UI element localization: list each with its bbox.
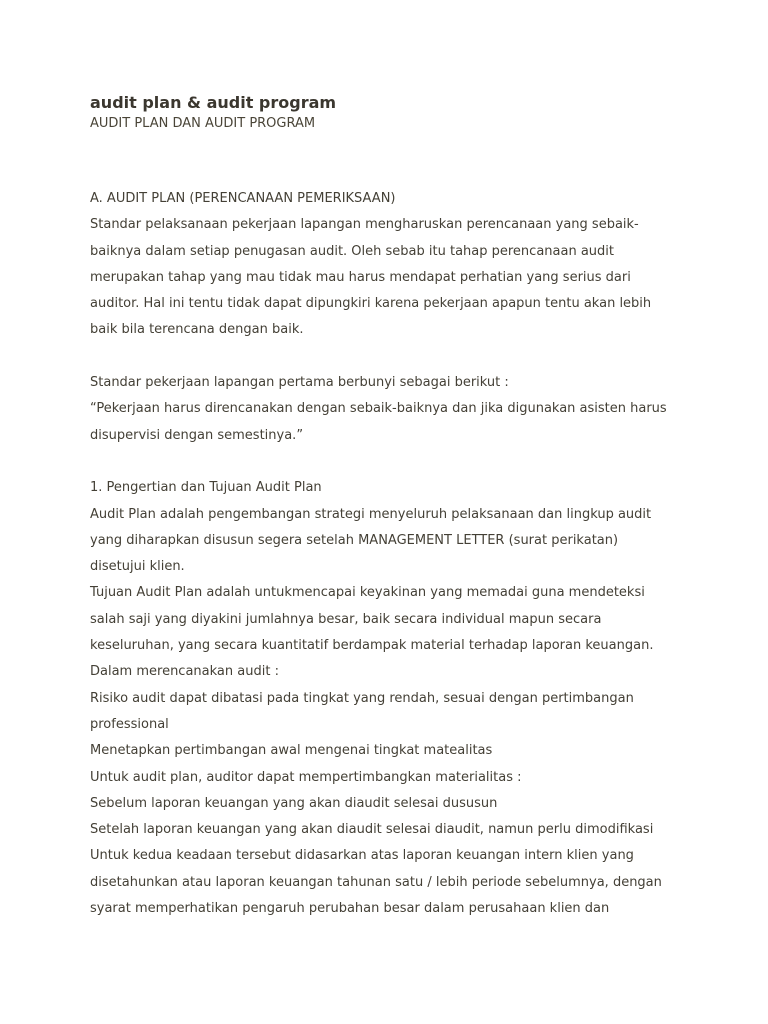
spacer (90, 134, 690, 186)
body-line: Dalam merencanakan audit : (90, 664, 279, 680)
paragraph-line: Standar pelaksanaan pekerjaan lapangan mengharuskan perencanaan yang sebaik- (90, 217, 639, 233)
body-line: Untuk audit plan, auditor dapat mempertimbangkan materialitas : (90, 769, 522, 785)
quote-line: “Pekerjaan harus direncanakan dengan sebaik-baiknya dan jika digunakan asisten harus (90, 401, 667, 417)
body-line: Tujuan Audit Plan adalah untukmencapai keyakinan yang memadai guna mendeteksi (90, 585, 645, 601)
section-1-heading: 1. Pengertian dan Tujuan Audit Plan (90, 480, 322, 496)
paragraph-line: Standar pekerjaan lapangan pertama berbunyi sebagai berikut : (90, 375, 509, 391)
paragraph-line: merupakan tahap yang mau tidak mau harus mendapat perhatian yang serius dari (90, 269, 631, 285)
body-line: professional (90, 716, 169, 732)
quote-line: disupervisi dengan semestinya.” (90, 427, 304, 443)
section-a-heading: A. AUDIT PLAN (PERENCANAAN PEMERIKSAAN) (90, 191, 396, 206)
body-line: disetujui klien. (90, 559, 185, 575)
body-line: syarat memperhatikan pengaruh perubahan besar dalam perusahaan klien dan (90, 901, 610, 917)
body-line: salah saji yang diyakini jumlahnya besar, baik secara individual mapun secara (90, 611, 602, 627)
paragraph-break (90, 344, 690, 370)
body-line: Audit Plan adalah pengembangan strategi menyeluruh pelaksanaan dan lingkup audit (90, 506, 652, 522)
body-line: keseluruhan, yang secara kuantitatif berdampak material terhadap laporan keuangan. (90, 638, 654, 654)
body-line: Sebelum laporan keuangan yang akan diaudit selesai dususun (90, 795, 498, 811)
body-line: yang diharapkan disusun segera setelah MANAGEMENT LETTER (surat perikatan) (90, 532, 619, 548)
body-line: Untuk kedua keadaan tersebut didasarkan atas laporan keuangan intern klien yang (90, 848, 634, 864)
paragraph-line: auditor. Hal ini tentu tidak dapat dipungkiri karena pekerjaan apapun tentu akan lebih (90, 296, 652, 312)
body-line: Setelah laporan keuangan yang akan diaudit selesai diaudit, namun perlu dimodifikasi (90, 822, 654, 838)
body-line: Menetapkan pertimbangan awal mengenai tingkat matealitas (90, 743, 493, 759)
document-subtitle: AUDIT PLAN DAN AUDIT PROGRAM (90, 116, 316, 131)
document-page (90, 92, 690, 922)
document-title: audit plan & audit program (90, 93, 337, 112)
paragraph-break (90, 449, 690, 475)
body-line: disetahunkan atau laporan keuangan tahunan satu / lebih periode sebelumnya, dengan (90, 874, 662, 890)
paragraph-line: baik bila terencana dengan baik. (90, 322, 304, 338)
body-line: Risiko audit dapat dibatasi pada tingkat yang rendah, sesuai dengan pertimbangan (90, 690, 634, 706)
paragraph-line: baiknya dalam setiap penugasan audit. Oleh sebab itu tahap perencanaan audit (90, 243, 614, 259)
